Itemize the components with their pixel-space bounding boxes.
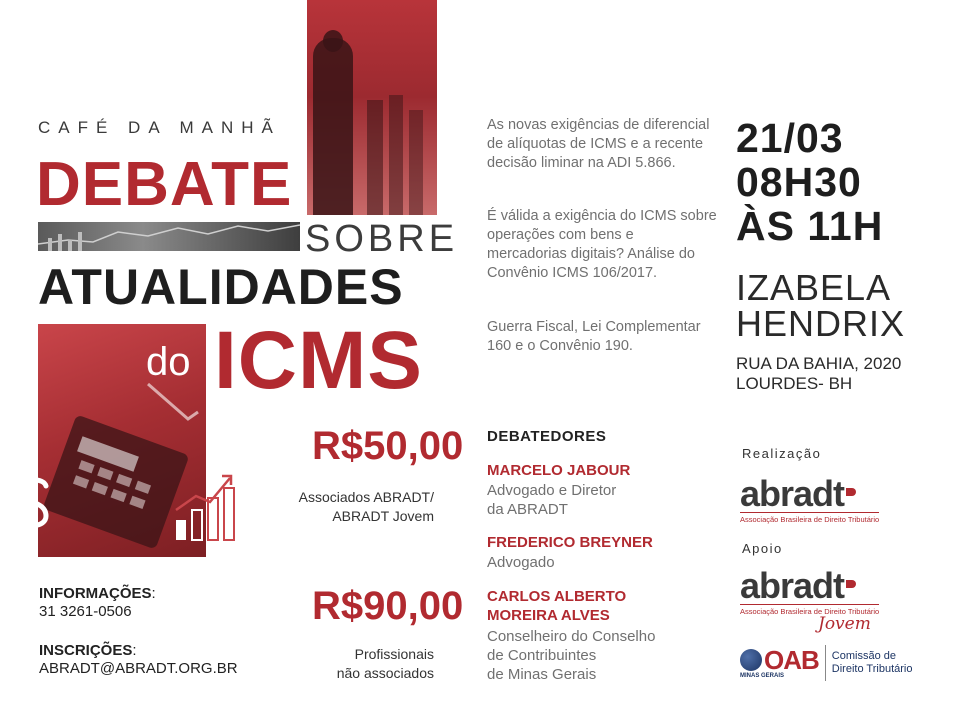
chart-strip-photo [38,222,300,251]
signup-email[interactable]: ABRADT@ABRADT.ORG.BR [39,660,238,677]
topic-2: É válida a exigência do ICMS sobre operações com bens e mercadorias digitais? Análise do Convênio ICMS 106/2017. [487,208,717,281]
title-debate: DEBATE [36,150,293,219]
signup-block: INSCRIÇÕES: ABRADT@ABRADT.ORG.BR [39,642,238,677]
info-phone[interactable]: 31 3261-0506 [39,603,132,620]
info-block: INFORMAÇÕES: 31 3261-0506 [39,585,156,620]
venue-name: IZABELA HENDRIX [736,267,906,344]
debater-role: Conselheiro do Conselho de Contribuintes de Minas Gerais [487,628,656,683]
growth-chart-icon [172,470,238,542]
business-people-photo [307,0,437,215]
debater-role: Advogado [487,554,555,571]
abradt-logo: abradt Associação Brasileira de Direito Tributário [740,473,880,524]
debaters-heading: DEBATEDORES [487,428,607,445]
dollar-sign-icon [14,466,54,540]
title-icms: ICMS [214,315,423,406]
oab-logo: OAB MINAS GERAIS Comissão de Direito Tributário [740,645,913,679]
realizacao-label: Realização [742,446,822,461]
title-atualidades: ATUALIDADES [38,259,404,315]
debater-name: FREDERICO BREYNER [487,534,653,551]
non-member-price-note: Profissionais não associados [336,646,434,681]
topic-1: As novas exigências de diferencial de alíquotas de ICMS e a recente decisão liminar na ADI 5.866. [487,117,710,171]
non-member-price: R$90,00 [312,584,464,628]
event-schedule [736,116,883,248]
member-price-note: Associados ABRADT/ ABRADT Jovem [298,489,434,524]
apoio-label: Apoio [742,541,783,556]
venue-address: RUA DA BAHIA, 2020 LOURDES- BH [736,354,902,393]
info-label: INFORMAÇÕES [39,585,152,602]
title-sobre: SOBRE [305,218,459,260]
signup-label: INSCRIÇÕES [39,642,133,659]
abradt-jovem-logo: abradt Associação Brasileira de Direito Tributário Jovem [740,565,880,634]
oab-globe-icon [740,649,762,671]
event-eyebrow: CAFÉ DA MANHÃ [38,118,281,137]
event-time-start: 08H30 [736,159,862,205]
title-do: do [146,340,191,384]
debater-name: MARCELO JABOUR [487,462,631,479]
debater-name: CARLOS ALBERTO MOREIRA ALVES [487,588,627,624]
member-price: R$50,00 [312,424,464,468]
debater-role: Advogado e Diretor da ABRADT [487,482,617,518]
topic-3: Guerra Fiscal, Lei Complementar 160 e o Convênio 190. [487,319,701,354]
event-date: 21/03 [736,115,844,161]
event-time-end: ÀS 11H [736,203,884,249]
